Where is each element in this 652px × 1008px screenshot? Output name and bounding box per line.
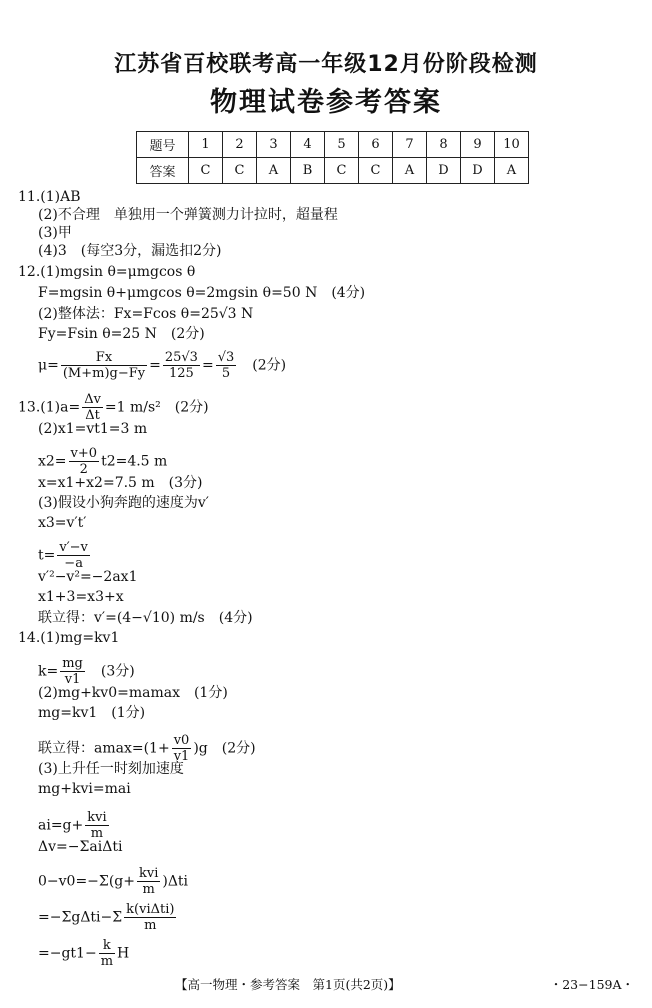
fraction: $\frac{√3}{5}$ [217, 350, 235, 381]
answer-row [137, 158, 529, 184]
q12-line-5: μ= $\frac{Fx}{(M+m)g-Fy}$ = $\frac{25√3}{125}$ = $\frac{√3}{5}$ (2分) [38, 350, 287, 381]
q12-line-2: F=mgsin θ+μmgcos θ=2mgsin θ=50 N (4分) [38, 285, 366, 301]
q12-line-4: Fy=Fsin θ=25 N (2分) [38, 326, 205, 342]
fraction: $\frac{\text{kvi}}{m}$ [87, 810, 107, 841]
q11-line-3: (3)甲 [38, 225, 72, 241]
q11-line-2: (2)不合理 单独用一个弹簧测力计拉时，超量程 [38, 207, 338, 223]
document-title: 江苏省百校联考高一年级12月份阶段检测 [114, 52, 538, 77]
answer-cell: A [257, 158, 291, 184]
question-number: 9 [461, 132, 495, 158]
q13-line-10: 联立得：v′=(4−√10) m/s (4分) [38, 610, 253, 626]
answer-cell: A [495, 158, 529, 184]
question-number: 5 [325, 132, 359, 158]
q11-line-1: 11.(1)AB [18, 189, 81, 205]
answer-table [136, 131, 529, 184]
q13-line-6: x3=v′t′ [38, 515, 87, 531]
q13-line-9: x1+3=x3+x [38, 589, 124, 605]
fraction: $\frac{mg}{v1}$ [62, 656, 83, 687]
q14-line-6: (3)上升任一时刻加速度 [38, 761, 184, 777]
fraction: $\frac{\text{kvi}}{m}$ [138, 866, 159, 897]
question-number-row [137, 132, 529, 158]
q13-line-1: 13.(1)a= $\frac{\Delta v}{\Delta t}$ =1 m/s² (2分) [18, 392, 209, 423]
fraction: $\frac{v0}{v1}$ [173, 733, 190, 764]
q13-line-5: (3)假设小狗奔跑的速度为v′ [38, 495, 209, 511]
q14-line-7: mg+kvi=mai [38, 781, 131, 797]
fraction: $\frac{25√3}{125}$ [164, 350, 198, 381]
q12-line-1: 12.(1)mgsin θ=μmgcos θ [18, 264, 196, 280]
fraction: $\frac{v+0}{2}$ [70, 446, 98, 477]
q14-line-2: k= $\frac{mg}{v1}$ (3分) [38, 656, 135, 687]
row-label: 答案 [137, 158, 189, 184]
q14-line-1: 14.(1)mg=kv1 [18, 630, 120, 646]
answer-cell: C [359, 158, 393, 184]
fraction: $\frac{\Delta v}{\Delta t}$ [84, 392, 101, 423]
question-number: 8 [427, 132, 461, 158]
q14-line-8: ai=g+ $\frac{\text{kvi}}{m}$ [38, 810, 107, 841]
q13-line-2: (2)x1=vt1=3 m [38, 421, 148, 437]
q14-line-10: 0−v0=−Σ(g+ $\frac{\text{kvi}}{m}$ )Δti [38, 866, 189, 897]
answer-cell: B [291, 158, 325, 184]
footer-page-info: 【高一物理・参考答案 第1页(共2页)】 [175, 977, 401, 992]
answer-cell: A [393, 158, 427, 184]
q14-line-3: (2)mg+kv0=mamax (1分) [38, 685, 228, 701]
q13-line-8: v′²−v²=−2ax1 [38, 569, 138, 585]
fraction: $\frac{Fx}{(M+m)g-Fy}$ [62, 350, 146, 381]
question-number: 2 [223, 132, 257, 158]
row-label: 题号 [137, 132, 189, 158]
question-number: 3 [257, 132, 291, 158]
answer-cell: D [427, 158, 461, 184]
document-subtitle: 物理试卷参考答案 [210, 87, 442, 118]
q12-line-3: (2)整体法：Fx=Fcos θ=25√3 N [38, 306, 254, 322]
footer-code: ・23−159A・ [549, 977, 634, 992]
question-number: 4 [291, 132, 325, 158]
q13-line-4: x=x1+x2=7.5 m (3分) [38, 475, 203, 491]
question-number: 1 [189, 132, 223, 158]
fraction: $\frac{k}{m}$ [100, 938, 114, 969]
q14-line-11: =−ΣgΔti−Σ $\frac{\text{k(viΔti)}}{m}$ [38, 902, 175, 933]
q13-line-3: x2= $\frac{v+0}{2}$ t2=4.5 m [38, 446, 168, 477]
answer-cell: C [325, 158, 359, 184]
q14-line-4: mg=kv1 (1分) [38, 705, 146, 721]
q14-line-12: =−gt1− $\frac{k}{m}$ H [38, 938, 130, 969]
q14-line-5: 联立得：amax=(1+ $\frac{v0}{v1}$ )g (2分) [38, 733, 256, 764]
question-number: 7 [393, 132, 427, 158]
fraction: $\frac{v'-v}{-a}$ [59, 540, 88, 571]
answer-cell: C [223, 158, 257, 184]
q11-line-4: (4)3 (每空3分，漏选扣2分) [38, 243, 222, 259]
q13-line-7: t= $\frac{v'-v}{-a}$ [38, 540, 88, 571]
fraction: $\frac{\text{k(viΔti)}}{m}$ [126, 902, 175, 933]
answer-cell: C [189, 158, 223, 184]
answer-cell: D [461, 158, 495, 184]
question-number: 6 [359, 132, 393, 158]
q14-line-9: Δv=−ΣaiΔti [38, 839, 123, 855]
question-number: 10 [495, 132, 529, 158]
